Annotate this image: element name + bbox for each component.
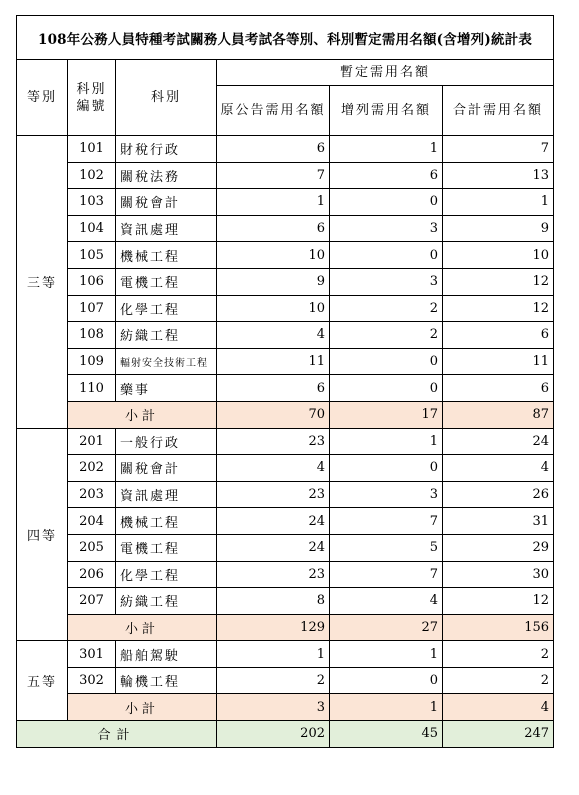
subject-code-cell: 104 xyxy=(68,215,116,242)
table-row xyxy=(17,162,554,189)
total-quota-cell: 30 xyxy=(443,561,554,588)
total-quota-cell: 11 xyxy=(443,348,554,375)
subject-code-cell: 201 xyxy=(68,428,116,455)
added-quota-cell: 0 xyxy=(330,455,443,482)
total-quota-cell: 24 xyxy=(443,428,554,455)
quota-table xyxy=(16,15,554,748)
added-quota-cell: 0 xyxy=(330,375,443,402)
subtotal-total-cell: 4 xyxy=(443,694,554,721)
total-quota-cell: 9 xyxy=(443,215,554,242)
original-quota-cell: 6 xyxy=(217,215,330,242)
added-quota-cell: 2 xyxy=(330,322,443,349)
header-quota-group: 暫定需用名額 xyxy=(217,60,554,86)
added-quota-cell: 1 xyxy=(330,641,443,668)
subject-name-cell: 一般行政 xyxy=(116,428,217,455)
table-title: 108年公務人員特種考試關務人員考試各等別、科別暫定需用名額(含增列)統計表 xyxy=(17,16,554,60)
subject-code-cell: 204 xyxy=(68,508,116,535)
table-row xyxy=(17,534,554,561)
added-quota-cell: 1 xyxy=(330,136,443,163)
subject-code-cell: 301 xyxy=(68,641,116,668)
subject-code-cell: 206 xyxy=(68,561,116,588)
table-row xyxy=(17,481,554,508)
original-quota-cell: 4 xyxy=(217,322,330,349)
table-row xyxy=(17,375,554,402)
table-row xyxy=(17,242,554,269)
grand-total-original-cell: 202 xyxy=(217,721,330,748)
total-quota-cell: 13 xyxy=(443,162,554,189)
original-quota-cell: 23 xyxy=(217,481,330,508)
header-total: 合計需用名額 xyxy=(443,86,554,136)
subtotal-total-cell: 156 xyxy=(443,614,554,641)
original-quota-cell: 24 xyxy=(217,534,330,561)
original-quota-cell: 7 xyxy=(217,162,330,189)
subject-name-cell: 機械工程 xyxy=(116,508,217,535)
grand-total-label: 合計 xyxy=(17,721,217,748)
table-row xyxy=(17,561,554,588)
grand-total-row xyxy=(17,721,554,748)
total-quota-cell: 6 xyxy=(443,375,554,402)
original-quota-cell: 9 xyxy=(217,268,330,295)
original-quota-cell: 24 xyxy=(217,508,330,535)
added-quota-cell: 2 xyxy=(330,295,443,322)
table-row xyxy=(17,189,554,216)
table-row xyxy=(17,588,554,615)
subject-name-cell: 輻射安全技術工程 xyxy=(116,348,217,375)
header-original: 原公告需用名額 xyxy=(217,86,330,136)
added-quota-cell: 3 xyxy=(330,481,443,508)
subtotal-original-cell: 3 xyxy=(217,694,330,721)
added-quota-cell: 0 xyxy=(330,348,443,375)
table-row xyxy=(17,322,554,349)
subject-name-cell: 資訊處理 xyxy=(116,215,217,242)
total-quota-cell: 29 xyxy=(443,534,554,561)
added-quota-cell: 0 xyxy=(330,667,443,694)
subtotal-label: 小計 xyxy=(68,614,217,641)
added-quota-cell: 4 xyxy=(330,588,443,615)
grade-cell: 五等 xyxy=(17,641,68,721)
grand-total-added-cell: 45 xyxy=(330,721,443,748)
grade-cell: 三等 xyxy=(17,136,68,429)
table-row xyxy=(17,508,554,535)
total-quota-cell: 6 xyxy=(443,322,554,349)
table-row xyxy=(17,295,554,322)
subject-code-cell: 101 xyxy=(68,136,116,163)
added-quota-cell: 5 xyxy=(330,534,443,561)
subject-name-cell: 關稅會計 xyxy=(116,189,217,216)
subtotal-added-cell: 17 xyxy=(330,401,443,428)
subject-code-cell: 106 xyxy=(68,268,116,295)
added-quota-cell: 7 xyxy=(330,561,443,588)
original-quota-cell: 23 xyxy=(217,428,330,455)
table-row xyxy=(17,215,554,242)
subject-name-cell: 關稅法務 xyxy=(116,162,217,189)
subject-code-cell: 102 xyxy=(68,162,116,189)
total-quota-cell: 26 xyxy=(443,481,554,508)
subject-name-cell: 電機工程 xyxy=(116,268,217,295)
total-quota-cell: 31 xyxy=(443,508,554,535)
original-quota-cell: 8 xyxy=(217,588,330,615)
subject-code-cell: 108 xyxy=(68,322,116,349)
subtotal-row xyxy=(17,614,554,641)
table-row xyxy=(17,136,554,163)
subject-name-cell: 輪機工程 xyxy=(116,667,217,694)
total-quota-cell: 1 xyxy=(443,189,554,216)
subject-code-cell: 103 xyxy=(68,189,116,216)
added-quota-cell: 1 xyxy=(330,428,443,455)
subtotal-added-cell: 1 xyxy=(330,694,443,721)
subject-code-cell: 110 xyxy=(68,375,116,402)
total-quota-cell: 12 xyxy=(443,268,554,295)
subtotal-added-cell: 27 xyxy=(330,614,443,641)
subject-code-cell: 302 xyxy=(68,667,116,694)
total-quota-cell: 2 xyxy=(443,667,554,694)
table-row xyxy=(17,667,554,694)
original-quota-cell: 6 xyxy=(217,136,330,163)
quota-statistics-sheet xyxy=(16,15,553,748)
added-quota-cell: 7 xyxy=(330,508,443,535)
added-quota-cell: 0 xyxy=(330,189,443,216)
header-added: 增列需用名額 xyxy=(330,86,443,136)
total-quota-cell: 12 xyxy=(443,295,554,322)
subject-name-cell: 財稅行政 xyxy=(116,136,217,163)
total-quota-cell: 10 xyxy=(443,242,554,269)
subject-code-cell: 203 xyxy=(68,481,116,508)
original-quota-cell: 10 xyxy=(217,242,330,269)
header-code-text: 科別 編號 xyxy=(76,81,107,114)
header-code xyxy=(68,60,116,136)
table-row xyxy=(17,348,554,375)
added-quota-cell: 0 xyxy=(330,242,443,269)
original-quota-cell: 4 xyxy=(217,455,330,482)
original-quota-cell: 1 xyxy=(217,189,330,216)
subject-code-cell: 205 xyxy=(68,534,116,561)
subtotal-row xyxy=(17,401,554,428)
table-row xyxy=(17,641,554,668)
subtotal-total-cell: 87 xyxy=(443,401,554,428)
subject-code-cell: 207 xyxy=(68,588,116,615)
grade-cell: 四等 xyxy=(17,428,68,641)
subject-name-cell: 關稅會計 xyxy=(116,455,217,482)
subtotal-row xyxy=(17,694,554,721)
subject-name-cell: 機械工程 xyxy=(116,242,217,269)
subtotal-original-cell: 129 xyxy=(217,614,330,641)
subject-name-cell: 紡織工程 xyxy=(116,588,217,615)
subject-name-cell: 藥事 xyxy=(116,375,217,402)
original-quota-cell: 6 xyxy=(217,375,330,402)
subject-code-cell: 109 xyxy=(68,348,116,375)
subject-name-cell: 化學工程 xyxy=(116,295,217,322)
total-quota-cell: 12 xyxy=(443,588,554,615)
subject-name-cell: 船舶駕駛 xyxy=(116,641,217,668)
header-subject: 科別 xyxy=(116,60,217,136)
original-quota-cell: 23 xyxy=(217,561,330,588)
header-grade: 等別 xyxy=(17,60,68,136)
added-quota-cell: 6 xyxy=(330,162,443,189)
subject-name-cell: 紡織工程 xyxy=(116,322,217,349)
subtotal-label: 小計 xyxy=(68,401,217,428)
table-row xyxy=(17,428,554,455)
subject-code-cell: 107 xyxy=(68,295,116,322)
added-quota-cell: 3 xyxy=(330,268,443,295)
total-quota-cell: 2 xyxy=(443,641,554,668)
table-row xyxy=(17,455,554,482)
grand-total-total-cell: 247 xyxy=(443,721,554,748)
subtotal-label: 小計 xyxy=(68,694,217,721)
subject-name-cell: 資訊處理 xyxy=(116,481,217,508)
subject-name-cell: 化學工程 xyxy=(116,561,217,588)
original-quota-cell: 10 xyxy=(217,295,330,322)
added-quota-cell: 3 xyxy=(330,215,443,242)
subtotal-original-cell: 70 xyxy=(217,401,330,428)
original-quota-cell: 1 xyxy=(217,641,330,668)
total-quota-cell: 4 xyxy=(443,455,554,482)
subject-code-cell: 105 xyxy=(68,242,116,269)
total-quota-cell: 7 xyxy=(443,136,554,163)
original-quota-cell: 11 xyxy=(217,348,330,375)
subject-code-cell: 202 xyxy=(68,455,116,482)
table-row xyxy=(17,268,554,295)
subject-name-cell: 電機工程 xyxy=(116,534,217,561)
original-quota-cell: 2 xyxy=(217,667,330,694)
